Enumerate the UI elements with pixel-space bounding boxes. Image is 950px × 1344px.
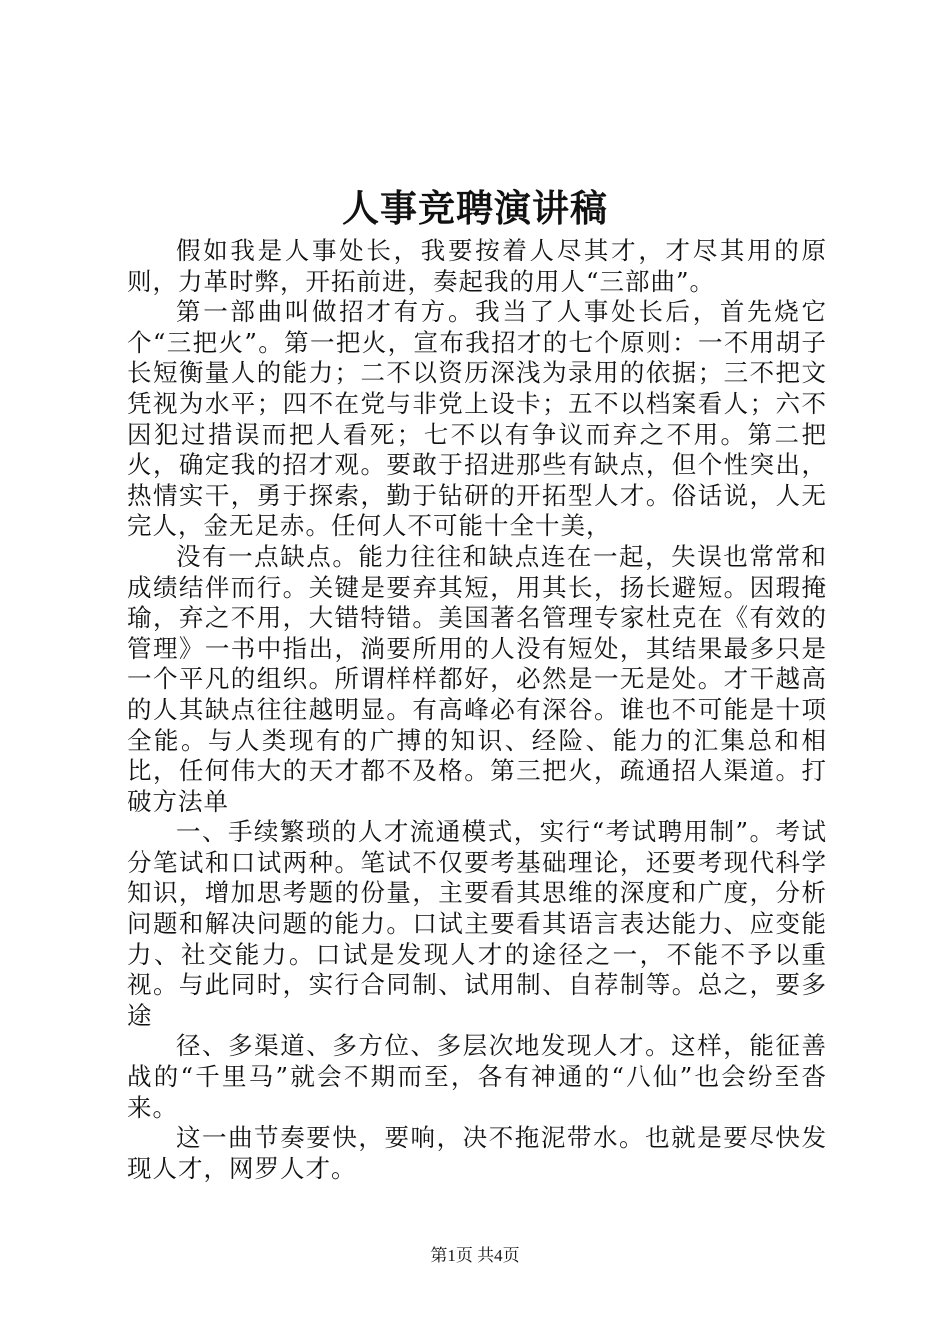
paragraph: 径、多渠道、多方位、多层次地发现人才。这样，能征善战的“千里马”就会不期而至，各有神通的“八仙”也会纷至沓来。: [127, 1031, 827, 1122]
document-title: 人事竞聘演讲稿: [342, 186, 608, 230]
paragraph: 这一曲节奏要快，要响，决不拖泥带水。也就是要尽快发现人才，网罗人才。: [127, 1123, 827, 1183]
paragraph: 没有一点缺点。能力往往和缺点连在一起，失误也常常和成绩结伴而行。关键是要弃其短，用其长，扬长避短。因瑕掩瑜，弃之不用，大错特错。美国著名管理专家杜克在《有效的管理》一书中指出，淌要所用的人没有短处，其结果最多只是一个平凡的组织。所谓样样都好，必然是一无是处。才干越高的人其缺点往往越明显。有高峰必有深谷。谁也不可能是十项全能。与人类现有的广搏的知识、经险、能力的汇集总和相比，任何伟大的天才都不及格。第三把火，疏通招人渠道。打破方法单: [127, 541, 827, 816]
document-body: [127, 236, 827, 1184]
page-number-footer: 第1页 共4页: [430, 1246, 520, 1265]
paragraph: 假如我是人事处长，我要按着人尽其才，才尽其用的原则，力革时弊，开拓前进，奏起我的用人“三部曲”。: [127, 236, 827, 296]
paragraph: 第一部曲叫做招才有方。我当了人事处长后，首先烧它个“三把火”。第一把火，宣布我招才的七个原则：一不用胡子长短衡量人的能力；二不以资历深浅为录用的依据；三不把文凭视为水平；四不在党与非党上设卡；五不以档案看人；六不因犯过措误而把人看死；七不以有争议而弃之不用。第二把火，确定我的招才观。要敢于招进那些有缺点，但个性突出，热情实干，勇于探索，勤于钻研的开拓型人才。俗话说，人无完人，金无足赤。任何人不可能十全十美，: [127, 297, 827, 541]
paragraph: 一、手续繁琐的人才流通模式，实行“考试聘用制”。考试分笔试和口试两种。笔试不仅要考基础理论，还要考现代科学知识，增加思考题的份量，主要看其思维的深度和广度，分析问题和解决问题的能力。口试主要看其语言表达能力、应变能力、社交能力。口试是发现人才的途径之一，不能不予以重视。与此同时，实行合同制、试用制、自荐制等。总之，要多途: [127, 817, 827, 1030]
